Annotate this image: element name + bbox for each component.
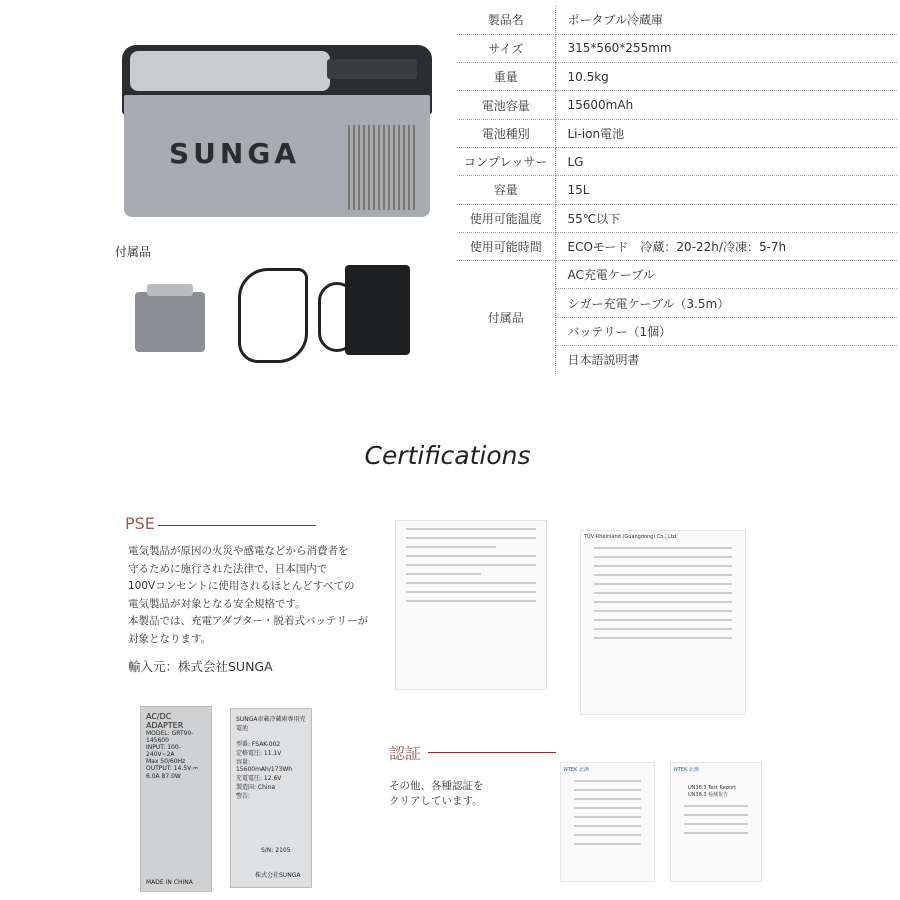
- spec-row: [457, 261, 897, 289]
- spec-key: サイズ: [457, 34, 555, 62]
- text-line: 対象となります。: [128, 632, 212, 645]
- spec-key: 容量: [457, 176, 555, 204]
- label-line: 定格電圧: 11.1V: [236, 750, 282, 757]
- label-line: MODEL: GRT90-145600: [146, 730, 194, 744]
- doc-header: NTEK 北测: [674, 767, 699, 773]
- importer: 輸入元：株式会社SUNGA: [128, 659, 273, 674]
- label-line: 充電電圧: 12.6V: [236, 775, 282, 782]
- spec-key: 使用可能温度: [457, 204, 555, 232]
- spec-key: 電池容量: [457, 91, 555, 119]
- label-line: Max 50/60Hz: [146, 758, 186, 765]
- spec-row: [457, 204, 897, 232]
- spec-key: 付属品: [457, 261, 555, 374]
- spec-key: 製品名: [457, 6, 555, 34]
- doc-title: UN38.3 Test Report: [688, 785, 737, 791]
- spec-row: [457, 6, 897, 34]
- label-line: INPUT: 100-240V~2A: [146, 744, 181, 758]
- accessory-item: シガー充電ケーブル（3.5m）: [555, 289, 897, 317]
- pse-title: PSE: [125, 514, 155, 533]
- text-line: 電気製品が対象となる安全規格です。: [128, 597, 306, 610]
- accessory-item: 日本語説明書: [567, 353, 640, 368]
- car-cable-photo: [238, 268, 308, 363]
- text-line: 100Vコンセントに使用されるほとんどすべての: [128, 580, 355, 592]
- battery-photo: [135, 292, 205, 352]
- text-line: その他、各種認証を: [389, 780, 484, 792]
- divider: [158, 525, 316, 526]
- text-line: クリアしています。: [389, 795, 483, 807]
- certifications-title: Certifications: [364, 441, 531, 470]
- accessory-item: バッテリー（1個）: [555, 317, 897, 345]
- adapter-photo: [345, 265, 410, 355]
- label-line: 型番: FSAK-002: [236, 741, 281, 748]
- text-line: 本製品では、充電アダプター・脱着式バッテリーが: [128, 615, 369, 627]
- spec-value: ポータブル冷蔵庫: [555, 6, 897, 34]
- spec-value: LG: [555, 147, 897, 175]
- label-line: 製造国: China: [236, 784, 276, 791]
- divider: [428, 752, 556, 753]
- spec-row: [457, 34, 897, 62]
- brand-logo: SUNGA: [169, 137, 300, 170]
- doc-header: NTEK 北测: [564, 767, 589, 773]
- spec-value: 15L: [555, 176, 897, 204]
- spec-key: コンプレッサー: [457, 147, 555, 175]
- spec-value: ECOモード 冷蔵：20-22h/冷凍：5-7h: [555, 232, 897, 260]
- accessory-item: AC充電ケーブル: [555, 261, 897, 289]
- label-footer: MADE IN CHINA: [146, 879, 193, 886]
- spec-row: [457, 63, 897, 91]
- pse-description: [128, 543, 368, 648]
- spec-table: [457, 6, 897, 374]
- label-line: 警告:: [236, 793, 251, 800]
- adapter-label-photo: [140, 706, 212, 892]
- spec-key: 使用可能時間: [457, 232, 555, 260]
- other-cert-title: 認証: [389, 744, 422, 763]
- label-line: OUTPUT: 14.5V ⎓ 6.0A 87.0W: [146, 765, 198, 780]
- text-line: 守るために施行された法律で、日本国内で: [128, 562, 328, 575]
- ntek-document-1: [560, 762, 655, 882]
- label-footer: 株式会社SUNGA: [255, 872, 301, 879]
- accessories-label: 付属品: [115, 245, 152, 259]
- label-title: AC/DC ADAPTER: [146, 712, 184, 730]
- doc-header: TÜV Rheinland (Guangdong) Co., Ltd.: [584, 534, 678, 540]
- tuv-document: [580, 530, 746, 715]
- other-cert-description: [389, 779, 484, 809]
- ntek-document-2: [670, 762, 762, 882]
- label-serial: S/N: 2105: [261, 847, 291, 854]
- spec-row: [457, 232, 897, 260]
- spec-value: 55℃以下: [555, 204, 897, 232]
- spec-row: [457, 91, 897, 119]
- fridge-photo: [122, 45, 432, 217]
- spec-key: 重量: [457, 63, 555, 91]
- spec-value: 315*560*255mm: [555, 34, 897, 62]
- spec-row: [457, 119, 897, 147]
- doc-title: UN38.3 检测报告: [688, 792, 729, 798]
- spec-key: 電池種別: [457, 119, 555, 147]
- spec-value: Li-ion電池: [555, 119, 897, 147]
- spec-row: [457, 147, 897, 175]
- text-line: 電気製品が原因の火災や感電などから消費者を: [128, 545, 349, 557]
- spec-value: 15600mAh: [555, 91, 897, 119]
- spec-value: 10.5kg: [555, 63, 897, 91]
- spec-row: [457, 176, 897, 204]
- battery-label-photo: [230, 708, 312, 888]
- label-title: SUNGA車載冷蔵庫専用充電池: [236, 716, 306, 732]
- conformity-document: [395, 520, 547, 690]
- label-line: 容量: 15600mAh/173Wh: [236, 759, 293, 773]
